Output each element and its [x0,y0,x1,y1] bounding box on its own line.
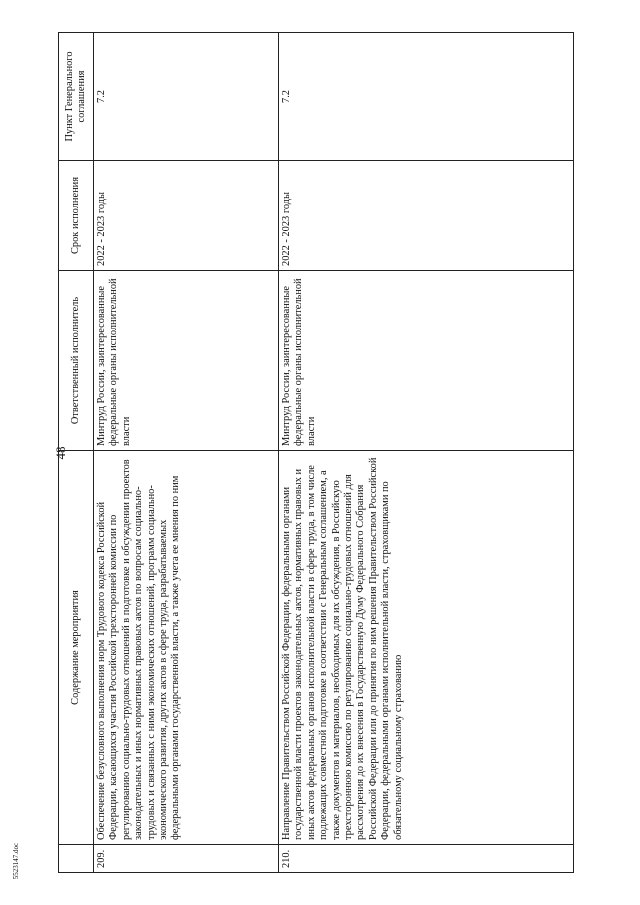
row-number: 210. [279,845,574,873]
header-executor: Ответственный исполнитель [59,271,94,451]
document-reference: 5523147.doc [12,842,20,880]
row-executor: Минтруд России, заинтересованные федеральные органы исполнительной власти [94,271,279,451]
row-agreement-point: 7.2 [279,33,574,161]
header-point: Пункт Генерального соглашения [59,33,94,161]
row-content: Направление Правительством Российской Федерации, федеральными органами государственной власти проектов законодательных актов, нормативных правовых и иных актов федеральных органов исполнительной власти в сфере труда, в том числе подлежащих совместной подготовке в соответствии с Генеральным соглашением, а также документов и материалов, необходимых для их обсуждения, в Российскую трехстороннюю комиссию по регулированию социально-трудовых отношений для рассмотрения до их внесения в Государственную Думу Федерального Собрания Российской Федерации или до принятия по ним решения Правительством Российской Федерации, федеральными органами исполнительной власти, страховщиками по обязательному социальному страхованию [279,451,574,845]
row-term: 2022 - 2023 годы [279,161,574,271]
row-term: 2022 - 2023 годы [94,161,279,271]
table-row [279,33,574,873]
table-row [94,33,279,873]
header-content: Содержание мероприятия [59,451,94,845]
row-content: Обеспечение безусловного выполнения норм Трудового кодекса Российской Федерации, касающихся участия Российской трехсторонней комиссии по регулированию социально-трудовых отношений в подготовке и обсуждении проектов законодательных и иных нормативных правовых актов по вопросам социально-трудовых и связанных с ними экономических отношений, программ социально-экономического развития, других актов в сфере труда, разрабатываемых федеральными органами государственной власти, а также учета ее мнения по ним [94,451,279,845]
row-executor: Минтруд России, заинтересованные федеральные органы исполнительной власти [279,271,574,451]
measures-table [58,32,574,873]
page-number: 48 [53,446,68,460]
table-header-row [59,33,94,873]
header-term: Срок исполнения [59,161,94,271]
header-num [59,845,94,873]
row-agreement-point: 7.2 [94,33,279,161]
row-number: 209. [94,845,279,873]
rotated-table-container [58,33,586,873]
